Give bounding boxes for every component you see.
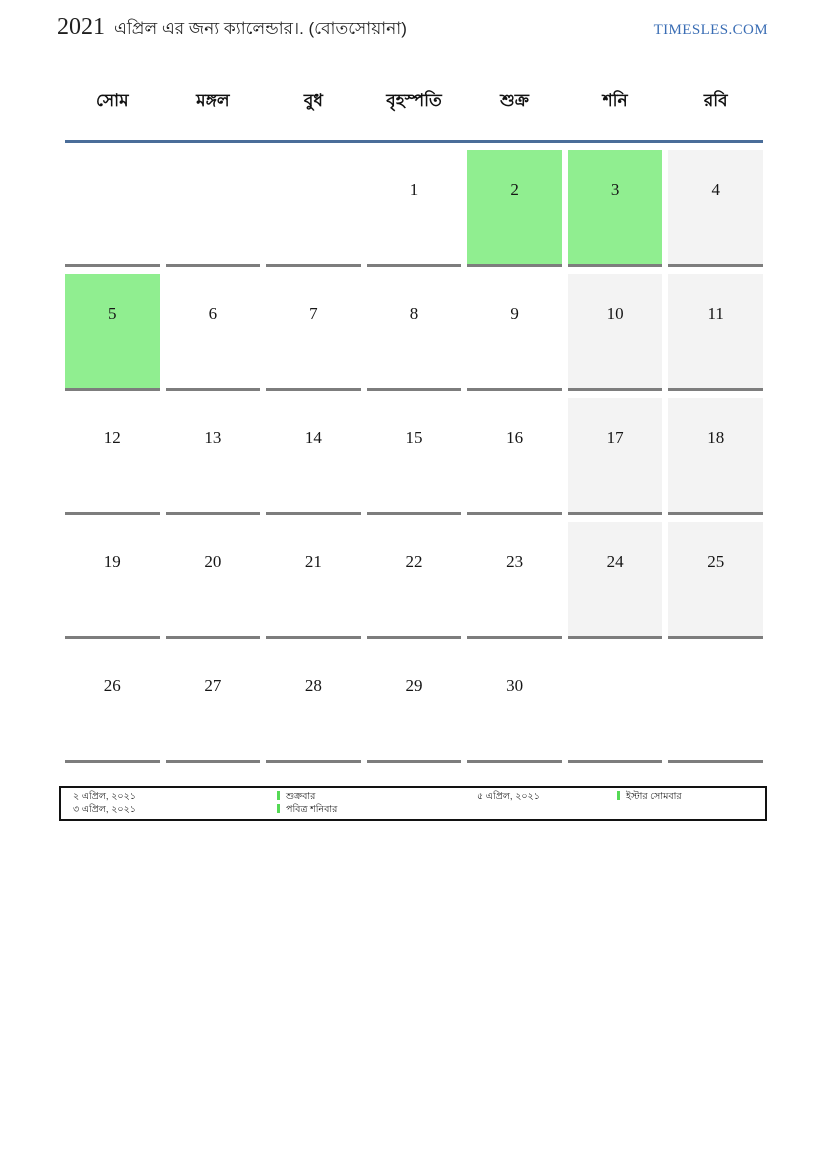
day-number: 17	[606, 428, 624, 447]
legend-label: ইস্টার সোমবার	[626, 791, 682, 802]
weekday-label: সোম	[96, 91, 129, 110]
day-number: 16	[506, 428, 524, 447]
holiday-marker-icon	[617, 791, 620, 800]
legend-date: ২ এপ্রিল, ২০২১	[73, 791, 136, 802]
day-number: 15	[405, 428, 423, 447]
day-number: 23	[506, 552, 524, 571]
day-cell	[467, 646, 562, 763]
day-cell	[65, 274, 160, 391]
day-cell	[65, 522, 160, 639]
day-number: 24	[606, 552, 624, 571]
empty-cell	[668, 646, 763, 763]
weekday-label: শনি	[602, 91, 628, 110]
day-cell	[166, 522, 261, 639]
day-number: 28	[304, 676, 322, 695]
day-number: 10	[606, 304, 624, 323]
day-cell	[668, 150, 763, 267]
day-number: 13	[204, 428, 222, 447]
day-cell	[367, 398, 462, 515]
day-number: 21	[304, 552, 322, 571]
day-number: 11	[707, 304, 724, 323]
day-number: 3	[610, 180, 620, 199]
day-number: 6	[208, 304, 218, 323]
calendar-grid	[65, 150, 763, 763]
day-number	[668, 646, 763, 675]
day-cell	[166, 646, 261, 763]
empty-cell	[568, 646, 663, 763]
day-number: 4	[711, 180, 720, 199]
day-cell	[668, 274, 763, 391]
day-number: 22	[405, 552, 423, 571]
legend	[59, 786, 767, 821]
day-cell	[367, 646, 462, 763]
title-year: 2021	[57, 14, 105, 40]
day-number: 7	[309, 304, 318, 323]
day-number	[166, 150, 261, 179]
empty-cell	[65, 150, 160, 267]
page-title	[57, 14, 407, 44]
day-cell	[467, 522, 562, 639]
day-number: 20	[204, 552, 222, 571]
day-number: 29	[405, 676, 423, 695]
weekday-label: শুক্র	[500, 91, 529, 110]
holiday-marker-icon	[277, 791, 280, 800]
day-cell	[467, 398, 562, 515]
weekday-label: রবি	[703, 91, 728, 110]
day-cell	[65, 398, 160, 515]
day-cell	[266, 646, 361, 763]
legend-labels-group-2	[617, 791, 682, 804]
day-cell	[568, 398, 663, 515]
weekday-label: বুধ	[303, 91, 323, 110]
legend-dates-group-1	[73, 791, 136, 816]
day-cell	[65, 646, 160, 763]
day-cell	[166, 274, 261, 391]
day-number: 12	[103, 428, 121, 447]
day-number	[65, 150, 160, 179]
day-cell	[668, 398, 763, 515]
brand-link[interactable]: TIMESLES.COM	[653, 22, 768, 38]
legend-item	[617, 791, 682, 804]
weekday-label: বৃহস্পতি	[386, 91, 442, 110]
legend-date: ৩ এপ্রিল, ২০২১	[73, 803, 136, 815]
day-number: 18	[707, 428, 725, 447]
day-number: 25	[707, 552, 725, 571]
day-number: 26	[103, 676, 121, 695]
day-cell	[166, 398, 261, 515]
empty-cell	[266, 150, 361, 267]
day-cell	[266, 274, 361, 391]
day-number: 5	[108, 304, 117, 323]
holiday-marker-icon	[277, 804, 280, 813]
weekday-label: মঙ্গল	[196, 91, 230, 110]
weekday-row	[65, 88, 763, 143]
day-number	[568, 646, 663, 675]
day-cell	[367, 274, 462, 391]
title-text: এপ্রিল এর জন্য ক্যালেন্ডার।. (বোতসোয়ানা)	[114, 19, 407, 38]
legend-labels-group-1	[277, 791, 337, 816]
day-number: 30	[506, 676, 524, 695]
day-cell	[668, 522, 763, 639]
day-cell	[568, 274, 663, 391]
day-number: 1	[409, 180, 419, 199]
day-cell	[367, 522, 462, 639]
day-number: 19	[103, 552, 121, 571]
legend-item	[277, 791, 337, 804]
legend-label: শুক্রবার	[286, 791, 316, 802]
day-number: 27	[204, 676, 222, 695]
day-number	[266, 150, 361, 179]
legend-date: ৫ এপ্রিল, ২০২১	[477, 791, 540, 802]
day-cell	[467, 150, 562, 267]
legend-item	[277, 804, 337, 817]
day-cell	[467, 274, 562, 391]
day-number: 14	[304, 428, 322, 447]
empty-cell	[166, 150, 261, 267]
day-cell	[266, 398, 361, 515]
day-cell	[568, 522, 663, 639]
day-number: 8	[409, 304, 419, 323]
day-cell	[266, 522, 361, 639]
day-cell	[568, 150, 663, 267]
day-number: 9	[510, 304, 519, 323]
calendar	[65, 88, 763, 763]
day-number: 2	[510, 180, 519, 199]
legend-dates-group-2	[477, 791, 540, 804]
day-cell	[367, 150, 462, 267]
legend-label: পবিত্র শনিবার	[286, 803, 338, 815]
